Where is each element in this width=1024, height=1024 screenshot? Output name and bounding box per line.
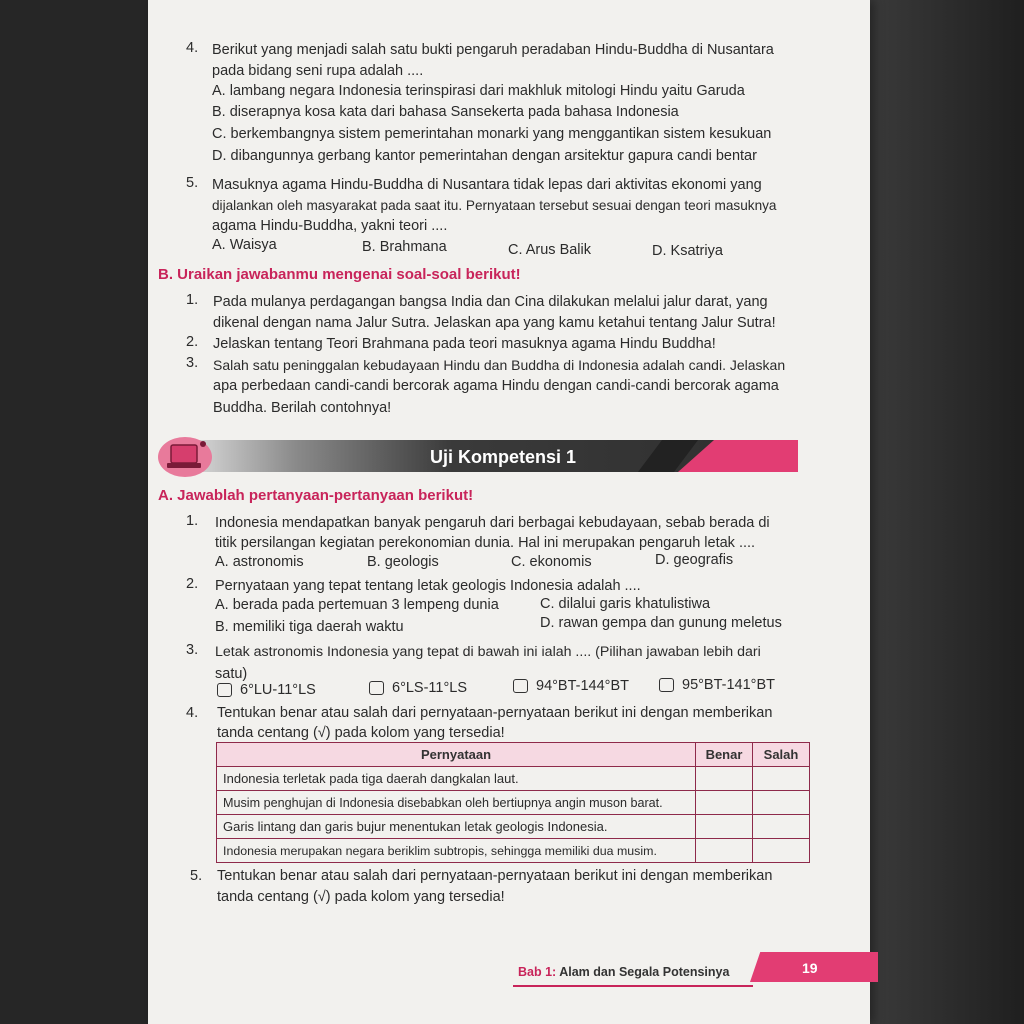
b3-line2: apa perbedaan candi-candi bercorak agama Hindu dengan candi-candi bercorak agama (213, 378, 779, 394)
a5-line1: Tentukan benar atau salah dari pernyataan-pernyataan berikut ini dengan memberikan (217, 868, 773, 884)
b3-line1: Salah satu peninggalan kebudayaan Hindu dan Buddha di Indonesia adalah candi. Jelaskan (213, 357, 786, 373)
table-row (217, 815, 810, 839)
footer-chapter (518, 965, 729, 979)
header-true: Benar (696, 743, 753, 767)
a2-line1: Pernyataan yang tepat tentang letak geologis Indonesia adalah .... (215, 578, 641, 594)
header-false: Salah (753, 743, 810, 767)
q5-line2: dijalankan oleh masyarakat pada saat itu. Pernyataan tersebut sesuai dengan teori masuknya (212, 198, 777, 213)
a3-option-4[interactable] (659, 677, 775, 693)
a1-number: 1. (186, 513, 199, 529)
b1-number: 1. (186, 292, 199, 308)
footer-chapter-title: Alam dan Segala Potensinya (559, 965, 730, 979)
a1-option-b: B. geologis (367, 554, 439, 570)
q5-line1: Masuknya agama Hindu-Buddha di Nusantara tidak lepas dari aktivitas ekonomi yang (212, 177, 762, 193)
q5-option-a: A. Waisya (212, 237, 277, 253)
a2-option-d: D. rawan gempa dan gunung meletus (540, 615, 782, 631)
laptop-icon (155, 432, 215, 480)
q4-number: 4. (186, 40, 199, 56)
page-number: 19 (802, 960, 818, 976)
false-cell[interactable] (753, 767, 810, 791)
q4-option-b: B. diserapnya kosa kata dari bahasa Sansekerta pada bahasa Indonesia (212, 104, 679, 120)
a2-number: 2. (186, 576, 199, 592)
a2-option-c: C. dilalui garis khatulistiwa (540, 596, 711, 612)
q4-option-d: D. dibangunnya gerbang kantor pemerintahan dengan arsitektur gapura candi bentar (212, 148, 757, 164)
b1-line2: dikenal dengan nama Jalur Sutra. Jelaskan apa yang kamu ketahui tentang Jalur Sutra! (213, 315, 776, 331)
a5-number: 5. (190, 868, 203, 884)
a1-option-c: C. ekonomis (511, 554, 592, 570)
a2-option-a: A. berada pada pertemuan 3 lempeng dunia (215, 597, 499, 613)
table-row (217, 839, 810, 863)
checkbox-3[interactable] (513, 679, 528, 693)
true-cell[interactable] (696, 839, 753, 863)
a4-line1: Tentukan benar atau salah dari pernyataan-pernyataan berikut ini dengan memberikan (217, 705, 773, 721)
statement-cell: Indonesia terletak pada tiga daerah dangkalan laut. (217, 767, 696, 791)
a3-option-1[interactable] (217, 682, 316, 698)
header-statement: Pernyataan (217, 743, 696, 767)
a3-line1: Letak astronomis Indonesia yang tepat di bawah ini ialah .... (Pilihan jawaban lebih dari (215, 644, 761, 660)
a1-line2: titik persilangan kegiatan perekonomian dunia. Hal ini merupakan pengaruh letak .... (215, 535, 756, 551)
q5-option-b: B. Brahmana (362, 239, 447, 255)
b1-line1: Pada mulanya perdagangan bangsa India dan Cina dilakukan melalui jalur darat, yang (213, 294, 768, 310)
checkbox-4[interactable] (659, 678, 674, 692)
b3-number: 3. (186, 355, 199, 371)
a5-line2: tanda centang (√) pada kolom yang tersedia! (217, 889, 505, 905)
background-right (870, 0, 1024, 1024)
statement-cell: Garis lintang dan garis bujur menentukan letak geologis Indonesia. (217, 815, 696, 839)
a3-option-2[interactable] (369, 680, 467, 696)
banner-accent (678, 440, 798, 472)
a3-option-2-label: 6°LS-11°LS (392, 680, 468, 696)
a4-line2: tanda centang (√) pada kolom yang tersedia! (217, 725, 505, 741)
a2-option-b: B. memiliki tiga daerah waktu (215, 619, 404, 635)
a4-number: 4. (186, 705, 199, 721)
footer-divider (513, 985, 753, 987)
q5-line3: agama Hindu-Buddha, yakni teori .... (212, 218, 448, 234)
q4-line1: Berikut yang menjadi salah satu bukti pengaruh peradaban Hindu-Buddha di Nusantara (212, 42, 774, 58)
true-cell[interactable] (696, 791, 753, 815)
checkbox-2[interactable] (369, 681, 384, 695)
q4-option-c: C. berkembangnya sistem pemerintahan monarki yang menggantikan sistem kesukuan (212, 126, 772, 142)
table-row (217, 767, 810, 791)
footer-bab: Bab 1: (518, 965, 557, 979)
true-cell[interactable] (696, 767, 753, 791)
true-false-table (216, 742, 810, 863)
a3-option-1-label: 6°LU-11°LS (240, 682, 316, 698)
a3-line2: satu) (215, 666, 248, 682)
q4-line2: pada bidang seni rupa adalah .... (212, 63, 424, 79)
q5-option-d: D. Ksatriya (652, 243, 723, 259)
false-cell[interactable] (753, 839, 810, 863)
background-left (0, 0, 148, 1024)
a1-line1: Indonesia mendapatkan banyak pengaruh dari berbagai kebudayaan, sebab berada di (215, 515, 770, 531)
a3-number: 3. (186, 642, 199, 658)
q5-option-c: C. Arus Balik (508, 242, 591, 258)
q5-number: 5. (186, 175, 199, 191)
false-cell[interactable] (753, 815, 810, 839)
a1-option-a: A. astronomis (215, 554, 304, 570)
banner-title: Uji Kompetensi 1 (430, 447, 577, 467)
a1-option-d: D. geografis (655, 552, 734, 568)
b2-line1: Jelaskan tentang Teori Brahmana pada teori masuknya agama Hindu Buddha! (213, 336, 716, 352)
statement-cell: Musim penghujan di Indonesia disebabkan oleh bertiupnya angin muson barat. (217, 791, 696, 815)
false-cell[interactable] (753, 791, 810, 815)
true-cell[interactable] (696, 815, 753, 839)
q4-option-a: A. lambang negara Indonesia terinspirasi dari makhluk mitologi Hindu yaitu Garuda (212, 83, 745, 99)
statement-cell: Indonesia merupakan negara beriklim subtropis, sehingga memiliki dua musim. (217, 839, 696, 863)
section-b-title: B. Uraikan jawabanmu mengenai soal-soal berikut! (158, 266, 521, 283)
b2-number: 2. (186, 334, 199, 350)
a3-option-4-label: 95°BT-141°BT (682, 677, 776, 693)
b3-line3: Buddha. Berilah contohnya! (213, 400, 392, 416)
a3-option-3-label: 94°BT-144°BT (536, 678, 630, 694)
a3-option-3[interactable] (513, 678, 629, 694)
section-a-title: A. Jawablah pertanyaan-pertanyaan berikut! (158, 487, 474, 504)
table-row (217, 791, 810, 815)
checkbox-1[interactable] (217, 683, 232, 697)
